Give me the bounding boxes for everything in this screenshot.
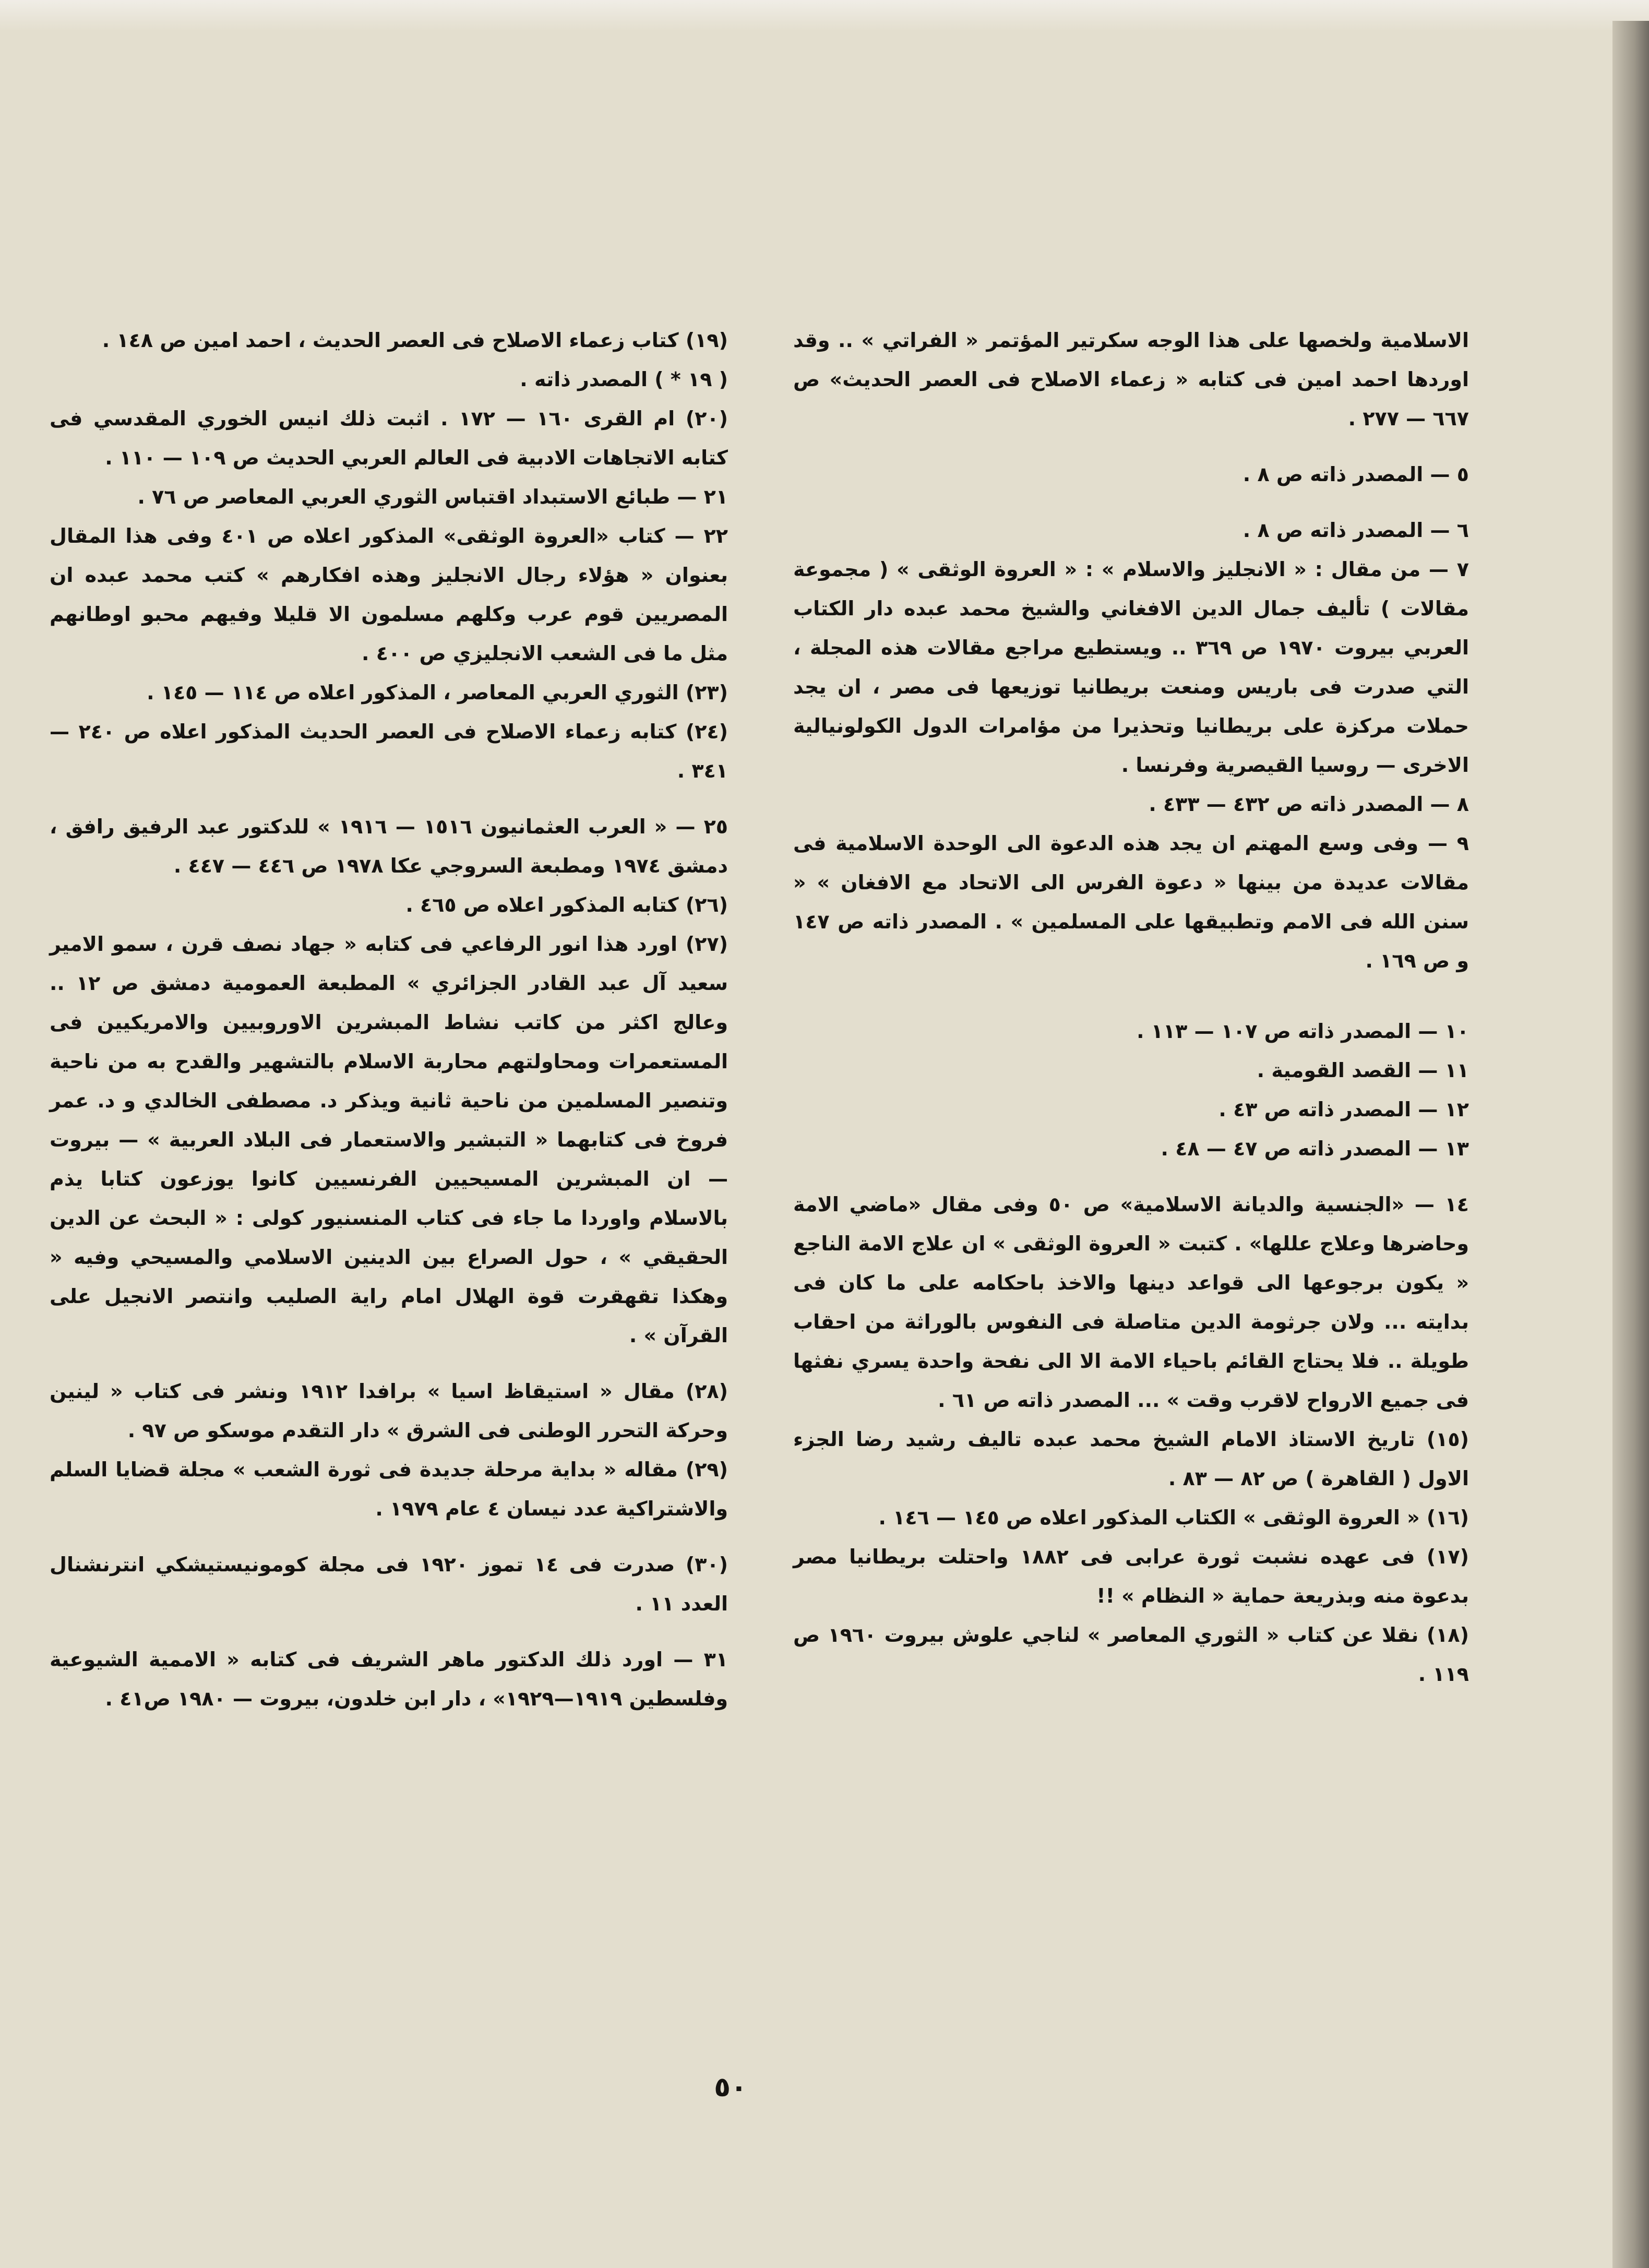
note-30: (٣٠) صدرت فى ١٤ تموز ١٩٢٠ فى مجلة كومونيستيشكي انترنشنال العدد ١١ . [50,1553,728,1615]
note-19-star: ( ١٩ * ) المصدر ذاته . [520,368,728,391]
note-continuation: الاسلامية ولخصها على هذا الوجه سكرتير المؤتمر « الفراتي » .. وقد اوردها احمد امين فى كتابه « زعماء الاصلاح فى العصر الحديث» ص ٦٦٧ — ٢٧٧ . [793,329,1469,430]
note-27: (٢٧) اورد هذا انور الرفاعي فى كتابه « جهاد نصف قرن ، سمو الامير سعيد آل عبد القادر الجزائري » المطبعة العمومية دمشق ص ١٢ .. وعالج اكثر من كاتب نشاط المبشرين الاوروبيين والامريكيين فى المستعمرات ومحاولتهم محاربة الاسلام بالتشهير والقدح به من ناحية وتنصير المسلمين من ناحية ثانية ويذكر د. مصطفى الخالدي و د. عمر فروخ فى كتابهما « التبشير والاستعمار فى البلاد العربية » — بيروت — ان المبشرين المسيحيين الفرنسيين كانوا يوزعون كتابا يذم بالاسلام واوردا ما جاء فى كتاب المنسنيور كولى : « البحث عن الدين الحقيقي » ، حول الصراع بين الدينين الاسلامي والمسيحي وفيه « وهكذا تقهقرت قوة الهلال امام راية الصليب وانتصر الانجيل على القرآن » . [50,933,728,1347]
note-25: ٢٥ — « العرب العثمانيون ١٥١٦ — ١٩١٦ » للدكتور عبد الرفيق رافق ، دمشق ١٩٧٤ ومطبعة السروجي عكا ١٩٧٨ ص ٤٤٦ — ٤٤٧ . [50,815,728,877]
note-6: ٦ — المصدر ذاته ص ٨ . [1242,519,1469,542]
note-26: (٢٦) كتابه المذكور اعلاه ص ٤٦٥ . [405,893,728,916]
note-10: ١٠ — المصدر ذاته ص ١٠٧ — ١١٣ . [1137,1020,1469,1043]
note-7: ٧ — من مقال : « الانجليز والاسلام » : « العروة الوثقى » ( مجموعة مقالات ) تأليف جمال الدين الافغاني والشيخ محمد عبده دار الكتاب العربي بيروت ١٩٧٠ ص ٣٦٩ .. ويستطيع مراجع مقالات هذه المجلة ، التي صدرت فى باريس ومنعت بريطانيا توزيعها فى مصر ، ان يجد حملات مركزة على بريطانيا وتحذيرا من مؤامرات الدول الكولونيالية الاخرى — روسيا القيصرية وفرنسا . [793,558,1469,777]
note-14: ١٤ — «الجنسية والديانة الاسلامية» ص ٥٠ وفى مقال «ماضي الامة وحاضرها وعلاج عللها» . كتبت « العروة الوثقى » ان علاج الامة الناجع « يكون برجوعها الى قواعد دينها والاخذ باحكامه على ما كان فى بدايته ... ولان جرثومة الدين متاصلة فى النفوس بالوراثة من احقاب طويلة .. فلا يحتاج القائم باحياء الامة الا الى نفحة واحدة يسري نفثها فى جميع الارواح لاقرب وقت » ... المصدر ذاته ص ٦١ . [793,1193,1469,1412]
note-21: ٢١ — طبائع الاستبداد اقتباس الثوري العربي المعاصر ص ٧٦ . [137,485,728,508]
note-9: ٩ — وفى وسع المهتم ان يجد هذه الدعوة الى الوحدة الاسلامية فى مقالات عديدة من بينها « دعوة الفرس الى الاتحاد مع الافغان » « سنن الله فى الامم وتطبيقها على المسلمين » . المصدر ذاته ص ١٤٧ و ص ١٦٩ . [793,832,1469,972]
note-17: (١٧) فى عهده نشبت ثورة عرابى فى ١٨٨٢ واحتلت بريطانيا مصر بدعوة منه وبذريعة حماية « النظام » !! [793,1545,1469,1607]
note-18: (١٨) نقلا عن كتاب « الثوري المعاصر » لناجي علوش بيروت ١٩٦٠ ص ١١٩ . [793,1624,1469,1686]
note-8: ٨ — المصدر ذاته ص ٤٣٢ — ٤٣٣ . [1149,793,1469,816]
left-column-notes [50,321,728,1718]
note-11: ١١ — القصد القومية . [1257,1059,1469,1082]
note-31: ٣١ — اورد ذلك الدكتور ماهر الشريف فى كتابه « الاممية الشيوعية وفلسطين ١٩١٩—١٩٢٩» ، دار ابن خلدون، بيروت — ١٩٨٠ ص٤١ . [50,1648,728,1710]
page-number: ٥٠ [714,2072,747,2103]
note-28: (٢٨) مقال « استيقاظ اسيا » برافدا ١٩١٢ ونشر فى كتاب « لينين وحركة التحرر الوطنى فى الشرق » دار التقدم موسكو ص ٩٧ . [50,1380,728,1442]
note-22: ٢٢ — كتاب «العروة الوثقى» المذكور اعلاه ص ٤٠١ وفى هذا المقال بعنوان « هؤلاء رجال الانجليز وهذه افكارهم » كتب محمد عبده ان المصريين قوم عرب وكلهم مسلمون الا قليلا وفيهم محبو اوطانهم مثل ما فى الشعب الانجليزي ص ٤٠٠ . [50,524,728,665]
note-23: (٢٣) الثوري العربي المعاصر ، المذكور اعلاه ص ١١٤ — ١٤٥ . [147,681,728,704]
note-20: (٢٠) ام القرى ١٦٠ — ١٧٢ . اثبت ذلك انيس الخوري المقدسي فى كتابه الاتجاهات الادبية فى العالم العربي الحديث ص ١٠٩ — ١١٠ . [50,407,728,469]
note-5: ٥ — المصدر ذاته ص ٨ . [1242,463,1469,486]
note-16: (١٦) « العروة الوثقى » الكتاب المذكور اعلاه ص ١٤٥ — ١٤٦ . [878,1506,1469,1529]
note-15: (١٥) تاريخ الاستاذ الامام الشيخ محمد عبده تاليف رشيد رضا الجزء الاول ( القاهرة ) ص ٨٢ — ٨٣ . [793,1428,1469,1490]
page-binding-edge [1612,21,1649,2268]
note-12: ١٢ — المصدر ذاته ص ٤٣ . [1218,1098,1469,1121]
right-column-notes [793,321,1469,1694]
note-13: ١٣ — المصدر ذاته ص ٤٧ — ٤٨ . [1161,1137,1469,1160]
note-29: (٢٩) مقاله « بداية مرحلة جديدة فى ثورة الشعب » مجلة قضايا السلم والاشتراكية عدد نيسان ٤ عام ١٩٧٩ . [50,1458,728,1520]
note-19: (١٩) كتاب زعماء الاصلاح فى العصر الحديث ، احمد امين ص ١٤٨ . [102,329,728,352]
note-24: (٢٤) كتابه زعماء الاصلاح فى العصر الحديث المذكور اعلاه ص ٢٤٠ — ٣٤١ . [50,720,728,782]
page-top-edge [0,0,1649,31]
